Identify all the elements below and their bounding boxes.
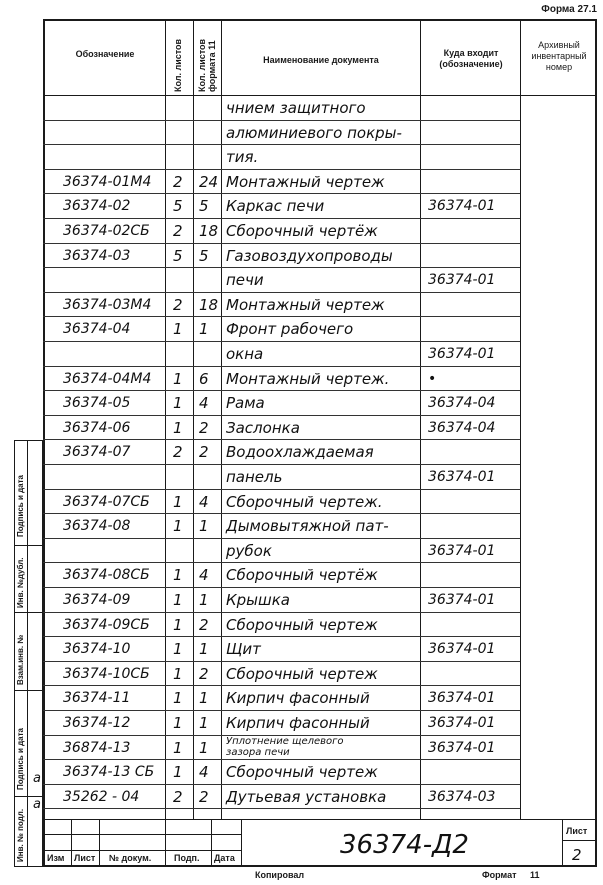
row-doc-name: Дымовытяжной пат-: [226, 517, 389, 536]
row-designation: 36374-10: [63, 641, 131, 658]
header-archive-no: Архивный инвентарный номер: [531, 40, 587, 72]
row-format11-count: 1: [199, 640, 209, 659]
row-format11-count: 24: [199, 172, 219, 191]
row-sheet-count: 1: [173, 738, 183, 757]
row-designation: 36374-08СБ: [63, 567, 150, 584]
row-doc-name: Сборочный чертеж: [226, 615, 378, 634]
row-doc-name: Сборочный чертёж: [226, 566, 378, 585]
row-where-used: 36374-01: [428, 739, 496, 756]
table-row: [43, 316, 597, 341]
row-format11-count: 4: [199, 763, 209, 782]
row-doc-name: Крышка: [226, 591, 290, 609]
table-row: [43, 636, 597, 661]
row-doc-name: рубок: [226, 541, 272, 560]
row-where-used: 36374-01: [428, 592, 496, 608]
table-row: [43, 169, 597, 194]
row-doc-name: Монтажный чертеж.: [226, 369, 390, 388]
table-row: [43, 489, 597, 514]
row-where-used: 36374-01: [428, 690, 496, 707]
row-doc-name: Монтажный чертеж: [226, 295, 385, 314]
row-designation: 36374-04М4: [63, 370, 152, 387]
row-sheet-count: 1: [173, 492, 183, 511]
table-row: [43, 784, 597, 809]
row-sheet-count: 1: [173, 566, 183, 585]
row-doc-name: Кирпич фасонный: [226, 714, 370, 732]
title-col-1: [71, 819, 72, 867]
row-doc-name: алюминиевого покры-: [226, 123, 402, 142]
row-doc-name: Сборочный чертеж.: [226, 492, 383, 511]
row-designation: 36374-04: [63, 321, 131, 338]
row-doc-name: Газовоздухопроводы: [226, 246, 393, 265]
row-format11-count: 1: [199, 714, 209, 732]
table-row: [43, 366, 597, 391]
row-doc-name: Каркас печи: [226, 197, 325, 216]
title-col-main: [241, 819, 242, 867]
row-doc-name: Кирпич фасонный: [226, 689, 370, 708]
row-format11-count: 18: [199, 222, 219, 240]
row-sheet-count: 1: [173, 418, 183, 437]
row-where-used: •: [428, 370, 437, 387]
row-designation: 36374-08: [63, 518, 131, 535]
row-format11-count: 1: [199, 517, 209, 536]
row-designation: 36374-11: [63, 690, 131, 707]
side-mark-1: а: [33, 771, 41, 786]
row-designation: 36374-01М4: [63, 173, 152, 190]
row-doc-name: панель: [226, 468, 283, 486]
row-doc-name: Сборочный чертёж: [226, 222, 378, 240]
row-doc-name: чнием защитного: [226, 99, 366, 117]
row-sheet-count: 1: [173, 714, 183, 732]
row-where-used: 36374-01: [428, 469, 496, 485]
table-row: [43, 685, 597, 710]
row-line: [43, 808, 520, 809]
row-sheet-count: 1: [173, 615, 183, 634]
header-format11-count: Кол. листов формата 11: [197, 38, 217, 92]
table-row: [43, 661, 597, 686]
title-col-3: [165, 819, 166, 867]
table-row: [43, 95, 597, 120]
row-where-used: 36374-01: [428, 272, 496, 289]
table-row: [43, 612, 597, 637]
row-doc-name: печи: [226, 271, 264, 290]
form-label: Форма 27.1: [541, 4, 597, 15]
row-doc-name: Фронт рабочего: [226, 320, 354, 339]
row-designation: 36374-09: [63, 592, 131, 608]
row-sheet-count: 1: [173, 640, 183, 659]
footer-format-value: 11: [530, 870, 540, 880]
row-designation: 36374-03М4: [63, 296, 152, 313]
row-format11-count: 1: [199, 689, 209, 708]
row-sheet-count: 1: [173, 369, 183, 388]
row-sheet-count: 2: [173, 787, 183, 806]
title-sheet-no: 2: [572, 846, 582, 864]
row-format11-count: 2: [199, 787, 209, 806]
table-row: [43, 415, 597, 440]
side-band-divider-1: [14, 545, 43, 546]
title-sheet-divider: [562, 840, 597, 841]
row-format11-count: 1: [199, 591, 209, 609]
row-sheet-count: 5: [173, 197, 183, 216]
row-where-used: 36374-01: [428, 641, 496, 658]
side-band-inner-line: [27, 440, 28, 867]
row-format11-count: 2: [199, 443, 209, 462]
row-where-used: 36374-01: [428, 198, 496, 215]
footer-copied: Копировал: [255, 870, 305, 880]
row-where-used: 36374-01: [428, 346, 496, 362]
row-where-used: 36374-03: [428, 788, 496, 805]
row-doc-name: Сборочный чертеж: [226, 763, 378, 782]
table-row: [43, 390, 597, 415]
row-format11-count: 4: [199, 394, 209, 413]
row-sheet-count: 1: [173, 320, 183, 339]
table-row: [43, 513, 597, 538]
side-label-vzam-inv: Взам.инв. №: [16, 634, 25, 685]
title-col-2: [99, 819, 100, 867]
table-row: [43, 439, 597, 464]
row-sheet-count: 1: [173, 689, 183, 708]
footer-format-label: Формат: [482, 870, 517, 880]
title-podp: Подп.: [174, 853, 200, 863]
title-doc-no: № докум.: [109, 853, 152, 863]
side-label-inv-podl: Инв. № подл.: [16, 808, 25, 862]
row-format11-count: 2: [199, 664, 209, 683]
row-sheet-count: 2: [173, 222, 183, 240]
row-doc-name: Заслонка: [226, 418, 300, 437]
table-row: [43, 562, 597, 587]
row-doc-name: Рама: [226, 394, 265, 413]
row-doc-name: Дутьевая установка: [226, 787, 387, 806]
row-where-used: 36374-04: [428, 395, 496, 412]
row-designation: 36374-12: [63, 715, 131, 731]
row-designation: 36374-03: [63, 247, 131, 264]
row-doc-name: тия.: [226, 148, 259, 167]
table-row: [43, 538, 597, 563]
table-row: [43, 120, 597, 145]
row-where-used: 36374-01: [428, 715, 496, 731]
row-doc-name: Монтажный чертеж: [226, 172, 385, 191]
row-doc-name: Сборочный чертеж: [226, 664, 378, 683]
title-sheet-label: Лист: [566, 826, 588, 836]
row-format11-count: 4: [199, 492, 209, 511]
row-sheet-count: 1: [173, 591, 183, 609]
row-format11-count: 4: [199, 566, 209, 585]
row-designation: 35262 - 04: [63, 788, 140, 805]
row-sheet-count: 1: [173, 763, 183, 782]
row-designation: 36374-10СБ: [63, 665, 150, 682]
row-sheet-count: 1: [173, 664, 183, 683]
table-row: [43, 218, 597, 243]
table-row: [43, 292, 597, 317]
title-izm: Изм: [47, 853, 65, 863]
table-row: [43, 267, 597, 292]
row-doc-name: Щит: [226, 640, 261, 659]
row-sheet-count: 2: [173, 443, 183, 462]
row-where-used: 36374-01: [428, 542, 496, 559]
row-doc-name: Водоохлаждаемая: [226, 443, 374, 462]
title-data: Дата: [214, 853, 235, 863]
row-designation: 36374-05: [63, 395, 131, 412]
table-row: [43, 193, 597, 218]
side-mark-2: а: [33, 797, 41, 812]
row-sheet-count: 1: [173, 517, 183, 536]
table-row: [43, 243, 597, 268]
row-designation: 36374-07: [63, 444, 131, 461]
row-designation: 36374-02: [63, 198, 131, 215]
side-label-podp-data-2: Подпись и дата: [16, 728, 25, 790]
row-format11-count: 5: [199, 246, 209, 265]
row-format11-count: 2: [199, 418, 209, 437]
title-block-top: [43, 819, 597, 820]
row-doc-name: Уплотнение щелевого зазора печи: [226, 735, 344, 758]
table-row: [43, 144, 597, 169]
row-format11-count: 6: [199, 369, 209, 388]
row-doc-name: окна: [226, 345, 264, 363]
title-list: Лист: [74, 853, 96, 863]
row-format11-count: 5: [199, 197, 209, 216]
side-band-divider-2: [14, 612, 43, 613]
row-designation: 36374-09СБ: [63, 616, 150, 633]
table-row: [43, 710, 597, 735]
header-sheet-count: Кол. листов: [173, 38, 183, 92]
table-row: [43, 587, 597, 612]
row-format11-count: 1: [199, 738, 209, 757]
header-designation: Обозначение: [75, 49, 135, 59]
row-designation: 36374-02СБ: [63, 223, 150, 239]
side-label-inv-dubl: Инв. №дубл.: [16, 557, 25, 608]
row-designation: 36374-07СБ: [63, 493, 150, 510]
row-format11-count: 1: [199, 320, 209, 339]
table-row: [43, 464, 597, 489]
row-where-used: 36374-04: [428, 419, 496, 436]
table-row: [43, 735, 597, 760]
header-where-used: Куда входит (обозначение): [439, 48, 503, 69]
row-sheet-count: 5: [173, 246, 183, 265]
title-col-sheet: [562, 819, 563, 867]
row-sheet-count: 2: [173, 295, 183, 314]
row-sheet-count: 2: [173, 172, 183, 191]
row-designation: 36374-13 СБ: [63, 764, 155, 781]
table-row: [43, 759, 597, 784]
header-doc-name: Наименование документа: [263, 55, 379, 65]
row-sheet-count: 1: [173, 394, 183, 413]
title-col-4: [211, 819, 212, 867]
side-band-divider-3: [14, 690, 43, 691]
row-format11-count: 18: [199, 295, 219, 314]
row-format11-count: 2: [199, 615, 209, 634]
row-designation: 36874-13: [63, 739, 131, 756]
row-designation: 36374-06: [63, 419, 131, 436]
side-label-podp-data-1: Подпись и дата: [16, 475, 25, 537]
title-designation: 36374-Д2: [340, 830, 469, 860]
table-row: [43, 341, 597, 366]
